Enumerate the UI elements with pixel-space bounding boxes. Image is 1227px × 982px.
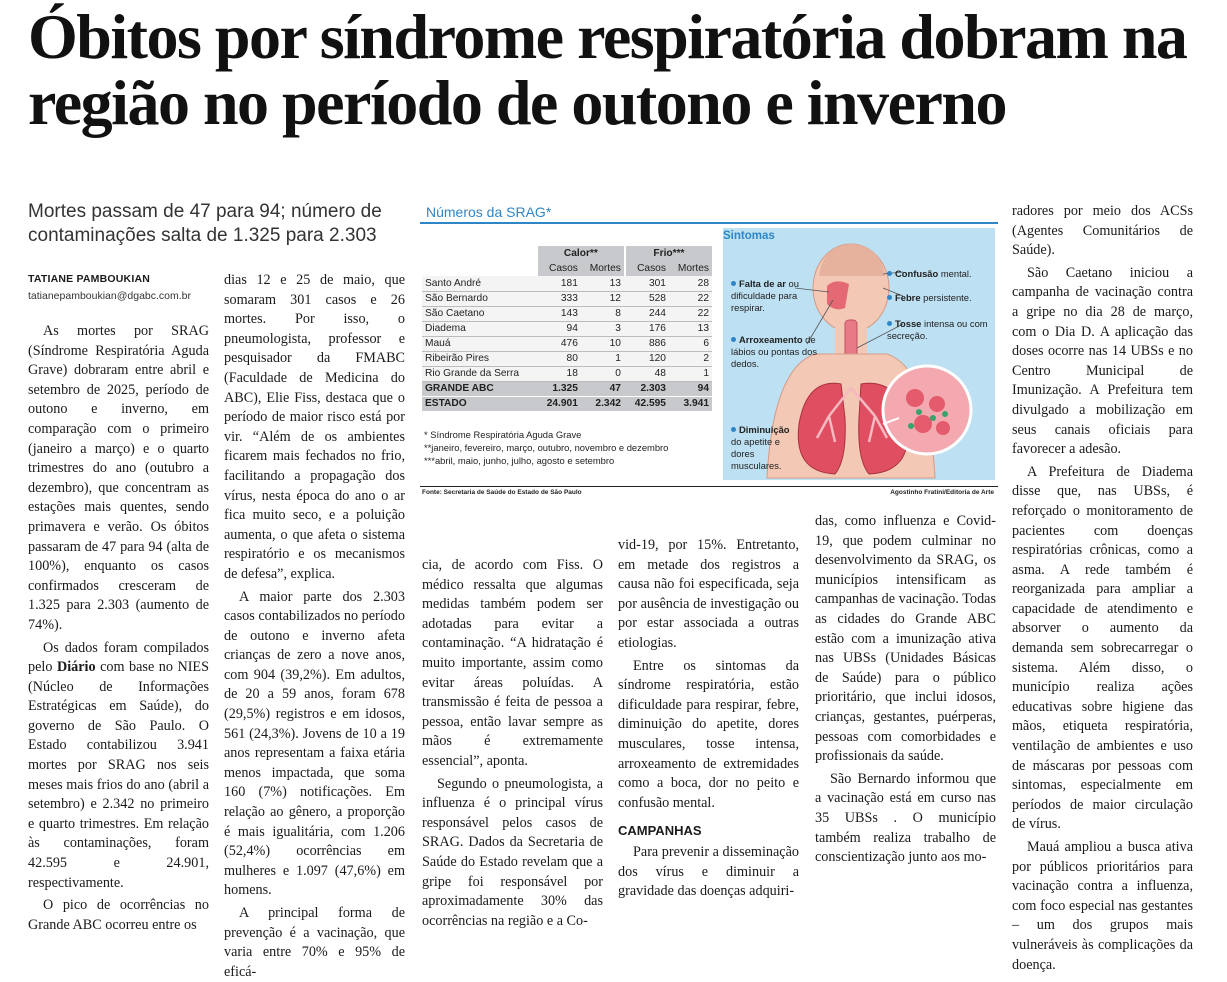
col-header-mortes: Mortes [669, 261, 712, 276]
table-row [422, 276, 712, 291]
frio-casos-cell: 528 [626, 291, 669, 306]
symptom-shortness-of-breath: Falta de ar ou dificuldade para respirar. [731, 278, 799, 313]
frio-casos-cell: 301 [626, 276, 669, 291]
srag-infographic [420, 202, 998, 498]
infographic-source: Fonte: Secretaria de Saúde do Estado de São Paulo [422, 489, 582, 496]
byline-author: TATIANE PAMBOUKIAN [28, 273, 151, 285]
calor-casos-cell: 143 [538, 306, 581, 321]
infographic-title: Números da SRAG* [426, 204, 552, 220]
col-header-mortes: Mortes [581, 261, 624, 276]
table-row [422, 291, 712, 306]
paragraph: São Caetano iniciou a campanha de vacinação contra a gripe no dia 28 de março, com o Dia D. A aplicação das doses ocorre nas 14 UBSs e no Centro Municipal de Imunização. A Prefeitura tem divulgado a mobilização em seus canais oficiais para favorecer a adesão. [1012, 264, 1193, 458]
col-header-casos: Casos [538, 261, 581, 276]
symptoms-panel [723, 228, 995, 480]
article-column-3 [422, 556, 603, 929]
srag-table [422, 246, 712, 412]
city-cell: Santo André [422, 276, 538, 291]
city-cell: São Caetano [422, 306, 538, 321]
infographic-rule [420, 222, 998, 224]
table-row [422, 351, 712, 366]
bullet-icon [731, 281, 736, 286]
col-header-casos: Casos [626, 261, 669, 276]
paragraph: Os dados foram compilados pelo Diário com base no NIES (Núcleo de Informações Estratégicas em Saúde), do governo de São Paulo. O Estado contabilizou 3.941 mortes por SRAG nos seis meses mais frios do ano (abril a setembro) e 2.342 no primeiro e quarto trimestres. Em relação às contaminações, foram 42.595 e 24.901, respectivamente. [28, 639, 209, 891]
infographic-credit: Agostinho Fratini/Editoria de Arte [890, 489, 994, 496]
city-cell: Rio Grande da Serra [422, 366, 538, 381]
frio-mortes-cell: 94 [669, 381, 712, 396]
calor-casos-cell: 1.325 [538, 381, 581, 396]
table-row [422, 381, 712, 396]
frio-mortes-cell: 13 [669, 321, 712, 336]
section-heading: CAMPANHAS [618, 823, 702, 839]
frio-casos-cell: 176 [626, 321, 669, 336]
table-row [422, 366, 712, 381]
paragraph: cia, de acordo com Fiss. O médico ressalta que algumas medidas também podem ser adotadas para evitar a contaminação. “A hidratação é muito importante, assim como evitar áreas poluídas. A transmissão é feita de pessoa a pessoa, então lavar sempre as mãos é extremamente essencial”, aponta. [422, 557, 603, 769]
group-header-frio: Frio*** [626, 246, 712, 261]
city-cell: São Bernardo [422, 291, 538, 306]
frio-casos-cell: 2.303 [626, 381, 669, 396]
article-column-2 [224, 271, 405, 980]
symptom-cyanosis: Arroxeamento de lábios ou pontas dos dedos. [731, 334, 818, 369]
article-column-5 [815, 512, 996, 866]
city-cell: ESTADO [422, 396, 538, 411]
article-column-6 [1012, 202, 1193, 973]
calor-casos-cell: 333 [538, 291, 581, 306]
table-row [422, 396, 712, 411]
bullet-icon [731, 337, 736, 342]
frio-casos-cell: 886 [626, 336, 669, 351]
paragraph: A maior parte dos 2.303 casos contabilizados no período de outono e inverno afeta crianças de zero a nove anos, com 904 (39,2%). Em adultos, de 20 a 59 anos, foram 678 (29,5%) registros e em idosos, 561 (24,3%). Jovens de 10 a 19 anos representam a faixa etária menos impactada, que soma 160 (7%) notificações. Em relação ao gênero, a proporção é mais igualitária, com 1.206 (52,4%) ocorrências em mulheres e 1.097 (47,6%) em homens. [224, 588, 405, 899]
city-cell: Ribeirão Pires [422, 351, 538, 366]
calor-casos-cell: 24.901 [538, 396, 581, 411]
paragraph: radores por meio dos ACSs (Agentes Comunitários de Saúde). [1012, 203, 1193, 259]
calor-casos-cell: 80 [538, 351, 581, 366]
calor-mortes-cell: 13 [581, 276, 624, 291]
calor-casos-cell: 476 [538, 336, 581, 351]
symptom-cough: Tosse intensa ou com secreção. [887, 318, 988, 341]
bullet-icon [887, 295, 892, 300]
symptom-fever: Febre persistente. [887, 292, 993, 304]
paragraph: vid-19, por 15%. Entretanto, em metade dos registros a causa não foi especificada, seja por ausência de investigação ou por estar associada a outras etiologias. [618, 537, 799, 651]
bullet-icon [731, 427, 736, 432]
frio-casos-cell: 48 [626, 366, 669, 381]
frio-mortes-cell: 1 [669, 366, 712, 381]
symptom-confusion: Confusão mental. [887, 268, 993, 280]
infographic-notes [424, 428, 668, 467]
paragraph: A Prefeitura de Diadema disse que, nas UBSs, é reforçado o monitoramento de pacientes com doenças respiratórias crônicas, como a asma. A rede também é reorganizada para ampliar a capacidade de atendimento e absorver o aumento da demanda sem sobrecarregar o sistema. Além disso, o município realiza ações educativas sobre higiene das mãos, etiqueta respiratória, ventilação de ambientes e uso de máscaras por pessoas com sintomas, especialmente em períodos de maior circulação de vírus. [1012, 463, 1193, 833]
frio-casos-cell: 244 [626, 306, 669, 321]
article-column-4 [618, 536, 799, 900]
calor-mortes-cell: 12 [581, 291, 624, 306]
symptom-appetite-loss: Diminuição do apetite e dores musculares. [731, 424, 790, 471]
group-header-calor: Calor** [538, 246, 624, 261]
headline: Óbitos por síndrome respiratória dobram na região no período de outono e inverno [28, 1, 1187, 138]
calor-mortes-cell: 10 [581, 336, 624, 351]
calor-mortes-cell: 8 [581, 306, 624, 321]
paragraph: das, como influenza e Covid-19, que podem culminar no desenvolvimento da SRAG, os municípios intensificam as campanhas de vacinação. Todas as cidades do Grande ABC estão com a imunização ativa nas UBSs (Unidades Básicas de Saúde) para o público prioritário, que inclui idosos, crianças, gestantes, puérperas, pessoas com comorbidades e profissionais da saúde. [815, 513, 996, 765]
calor-casos-cell: 94 [538, 321, 581, 336]
paragraph: O pico de ocorrências no Grande ABC ocorreu entre os [28, 897, 209, 933]
table-row [422, 306, 712, 321]
calor-casos-cell: 181 [538, 276, 581, 291]
paragraph: Mauá ampliou a busca ativa por públicos prioritários para vacinação contra a influenza, com foco especial nas gestantes – um dos grupos mais vulneráveis às complicações da doença. [1012, 839, 1193, 973]
article-column-1 [28, 322, 209, 933]
frio-mortes-cell: 22 [669, 306, 712, 321]
bullet-icon [887, 321, 892, 326]
paragraph: Entre os sintomas da síndrome respiratória, estão dificuldade para respirar, febre, diminuição do apetite, dores musculares, tosse intensa, arroxeamento de extremidades como a boca, dor no peito e confusão mental. [618, 657, 799, 811]
calor-mortes-cell: 47 [581, 381, 624, 396]
paragraph: Segundo o pneumologista, a influenza é o principal vírus responsável pelos casos de SRAG. Dados da Secretaria de Saúde do Estado revelam que a gripe foi responsável por aproximadamente 30% das ocorrências na região e a Co- [422, 775, 603, 929]
table-corner [422, 246, 538, 261]
city-cell: Mauá [422, 336, 538, 351]
frio-mortes-cell: 2 [669, 351, 712, 366]
table-row [422, 336, 712, 351]
table-row [422, 321, 712, 336]
note: **janeiro, fevereiro, março, outubro, novembro e dezembro [424, 442, 669, 453]
paragraph: dias 12 e 25 de maio, que somaram 301 casos e 26 mortes. Por isso, o pneumologista, professor e pesquisador da FMABC (Faculdade de Medicina do ABC), Elie Fiss, destaca que o período de maior risco está por vir. “Além de os ambientes ficarem mais fechados no frio, facilitando a propagação dos vírus, nesta época do ano o ar fica muito seco, e a poluição aumenta, o que afeta o sistema respiratório e os mecanismos de defesa”, explica. [224, 272, 405, 582]
frio-mortes-cell: 6 [669, 336, 712, 351]
frio-mortes-cell: 22 [669, 291, 712, 306]
frio-mortes-cell: 3.941 [669, 396, 712, 411]
byline-email[interactable]: tatianepamboukian@dgabc.com.br [28, 290, 192, 302]
paragraph: Para prevenir a disseminação dos vírus e diminuir a gravidade das doenças adquiri- [618, 843, 799, 900]
frio-casos-cell: 120 [626, 351, 669, 366]
infographic-bottom-rule [420, 486, 998, 487]
note: ***abril, maio, junho, julho, agosto e setembro [424, 455, 615, 466]
paragraph: As mortes por SRAG (Síndrome Respiratória Aguda Grave) dobraram entre abril e setembro de 2025, período de outono e inverno, em comparação com o primeiro (janeiro a março) e o quarto trimestres do ano (outubro a dezembro), que concentram as estações mais quentes, sendo primavera e verão. Os óbitos passaram de 47 para 94 (alta de 100%), enquanto os casos confirmados cresceram de 1.325 para 2.303 (aumento de 74%). [28, 323, 209, 633]
paragraph: A principal forma de prevenção é a vacinação, que varia entre 70% e 95% de eficá- [224, 905, 405, 980]
bullet-icon [887, 271, 892, 276]
city-cell: Diadema [422, 321, 538, 336]
paragraph: São Bernardo informou que a vacinação está em curso nas 35 UBSs . O município também realiza trabalho de conscientização junto aos mo- [815, 770, 996, 866]
subhead: Mortes passam de 47 para 94; número de contaminações salta de 1.325 para 2.303 [28, 201, 382, 246]
calor-mortes-cell: 2.342 [581, 396, 624, 411]
calor-mortes-cell: 0 [581, 366, 624, 381]
calor-mortes-cell: 3 [581, 321, 624, 336]
note: * Síndrome Respiratória Aguda Grave [424, 429, 582, 440]
symptoms-title: Sintomas [723, 230, 775, 242]
city-cell: GRANDE ABC [422, 381, 538, 396]
frio-casos-cell: 42.595 [626, 396, 669, 411]
calor-casos-cell: 18 [538, 366, 581, 381]
frio-mortes-cell: 28 [669, 276, 712, 291]
calor-mortes-cell: 1 [581, 351, 624, 366]
